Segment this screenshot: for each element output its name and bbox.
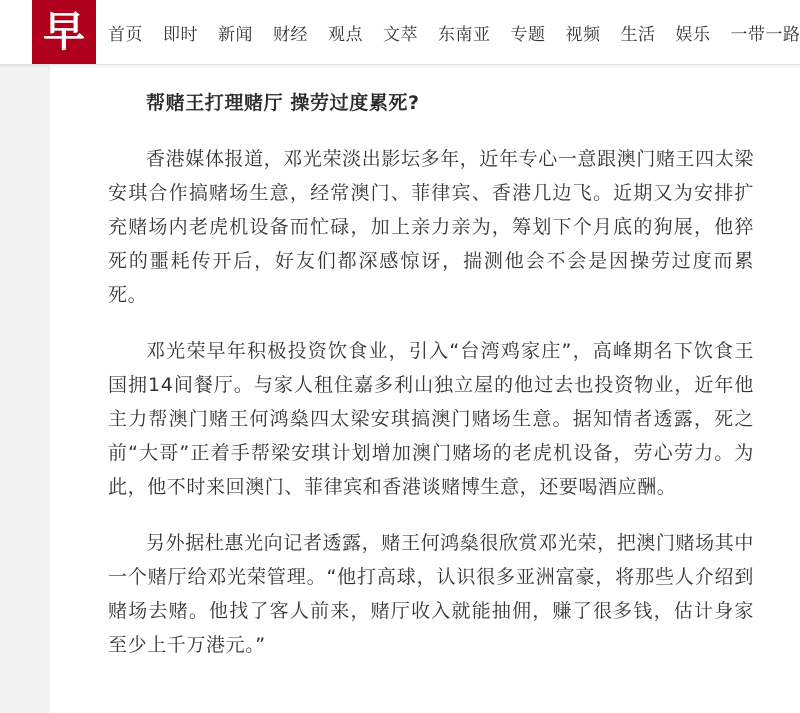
article-subheading: 帮赌王打理赌厅 操劳过度累死? [146, 92, 420, 114]
nav-item-opinion[interactable]: 观点 [328, 24, 363, 45]
article-body [108, 64, 754, 662]
main-nav [96, 0, 800, 64]
nav-item-entertainment[interactable]: 娱乐 [675, 24, 711, 45]
article-paragraph: 另外据杜惠光向记者透露，赌王何鸿燊很欣赏邓光荣，把澳门赌场其中一个赌厅给邓光荣管理。“他打高球，认识很多亚洲富豪，将那些人介绍到赌场去赌。他找了客人前来，赌厅收入就能抽佣，赚了很多钱，估计身家至少上千万港元。” [108, 532, 754, 656]
nav-item-home[interactable]: 首页 [108, 24, 143, 45]
nav-item-belt-and-road[interactable]: 一带一路 [730, 24, 800, 45]
article-content-area [50, 64, 800, 713]
nav-item-video[interactable]: 视频 [565, 24, 601, 45]
nav-item-special[interactable]: 专题 [510, 24, 546, 45]
nav-item-finance[interactable]: 财经 [273, 24, 308, 45]
nav-item-life[interactable]: 生活 [620, 24, 656, 45]
site-logo[interactable] [32, 0, 96, 64]
nav-item-digest[interactable]: 文萃 [383, 24, 418, 45]
nav-item-southeast-asia[interactable]: 东南亚 [438, 24, 491, 45]
nav-item-realtime[interactable]: 即时 [163, 24, 198, 45]
article-paragraph: 邓光荣早年积极投资饮食业，引入“台湾鸡家庄”，高峰期名下饮食王国拥14间餐厅。与家人租住嘉多利山独立屋的他过去也投资物业，近年他主力帮澳门赌王何鸿燊四太梁安琪搞澳门赌场生意。据知情者透露，死之前“大哥”正着手帮梁安琪计划增加澳门赌场的老虎机设备，劳心劳力。为此，他不时来回澳门、菲律宾和香港谈赌博生意，还要喝酒应酬。 [108, 340, 754, 498]
top-navigation-bar [0, 0, 800, 65]
article-paragraph: 香港媒体报道，邓光荣淡出影坛多年，近年专心一意跟澳门赌王四太梁安琪合作搞赌场生意，经常澳门、菲律宾、香港几边飞。近期又为安排扩充赌场内老虎机设备而忙碌，加上亲力亲为，筹划下个月底的狗展，他猝死的噩耗传开后，好友们都深感惊讶，揣测他会不会是因操劳过度而累死。 [108, 148, 754, 306]
nav-item-news[interactable]: 新闻 [218, 24, 253, 45]
logo-glyph: 早 [42, 7, 85, 56]
